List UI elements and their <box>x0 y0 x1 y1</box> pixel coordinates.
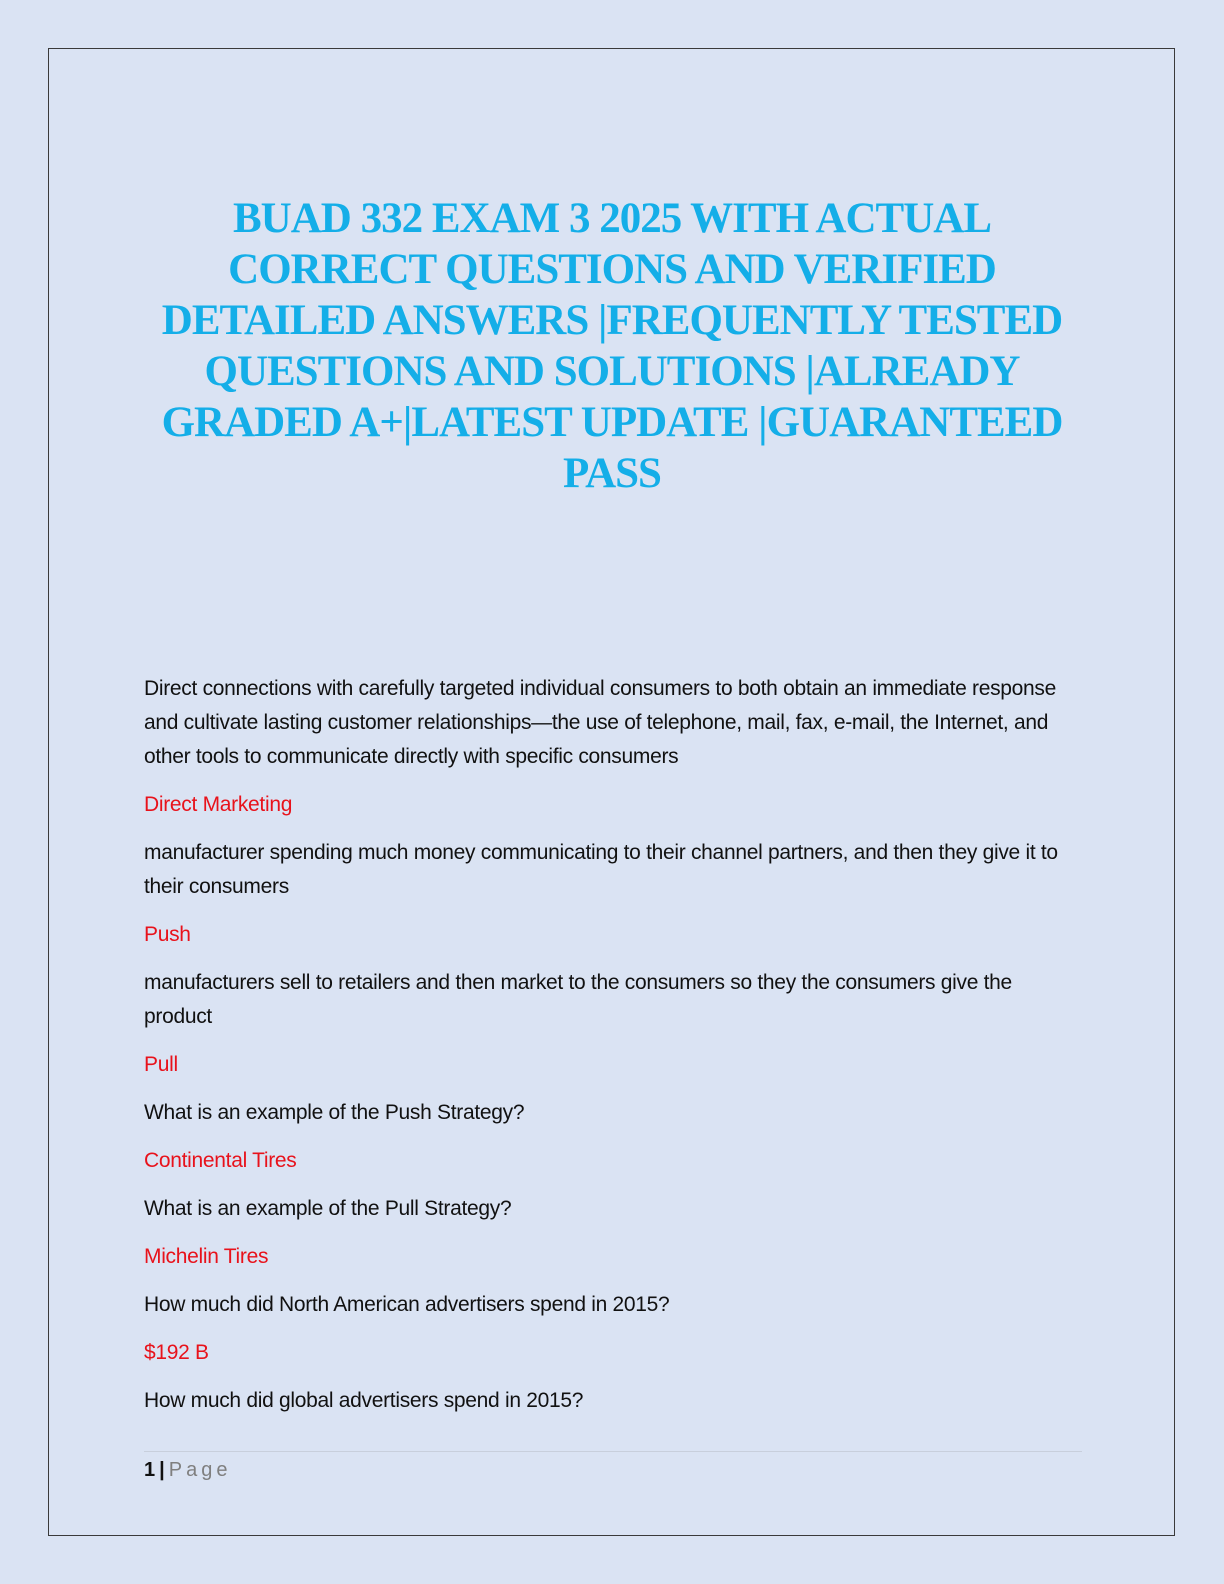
question-text: What is an example of the Pull Strategy? <box>144 1197 512 1220</box>
question-text: How much did global advertisers spend in 2015? <box>144 1389 584 1412</box>
document-title: BUAD 332 EXAM 3 2025 WITH ACTUAL CORRECT QUESTIONS AND VERIFIED DETAILED ANSWERS |FREQUENTLY TESTED QUESTIONS AND SOLUTIONS |ALREADY GRADED A+|LATEST UPDATE |GUARANTEED PASS <box>161 195 1063 497</box>
question-text: manufacturers sell to retailers and then market to the consumers so they the consumers give the product <box>144 971 1012 1028</box>
answer-text: Pull <box>144 1053 178 1076</box>
page-number: 1 <box>144 1459 156 1481</box>
answer-text: Continental Tires <box>144 1149 297 1172</box>
answer-text: Direct Marketing <box>144 793 293 816</box>
footer-rule <box>144 1451 1082 1452</box>
question-text: Direct connections with carefully targeted individual consumers to both obtain an immediate response and cultivate lasting customer relationships—the use of telephone, mail, fax, e-mail, the Internet, and other tools to communicate directly with specific consumers <box>144 677 1057 768</box>
page-footer <box>144 1455 231 1485</box>
qa-list <box>144 672 1084 1432</box>
question-text: How much did North American advertisers spend in 2015? <box>144 1293 670 1316</box>
footer-separator: | <box>159 1459 165 1481</box>
question-text: manufacturer spending much money communicating to their channel partners, and then they give it to their consumers <box>144 841 1058 898</box>
answer-text: Push <box>144 923 191 946</box>
question-text: What is an example of the Push Strategy? <box>144 1101 525 1124</box>
answer-text: $192 B <box>144 1341 209 1364</box>
answer-text: Michelin Tires <box>144 1245 269 1268</box>
page-label: Page <box>168 1459 232 1481</box>
